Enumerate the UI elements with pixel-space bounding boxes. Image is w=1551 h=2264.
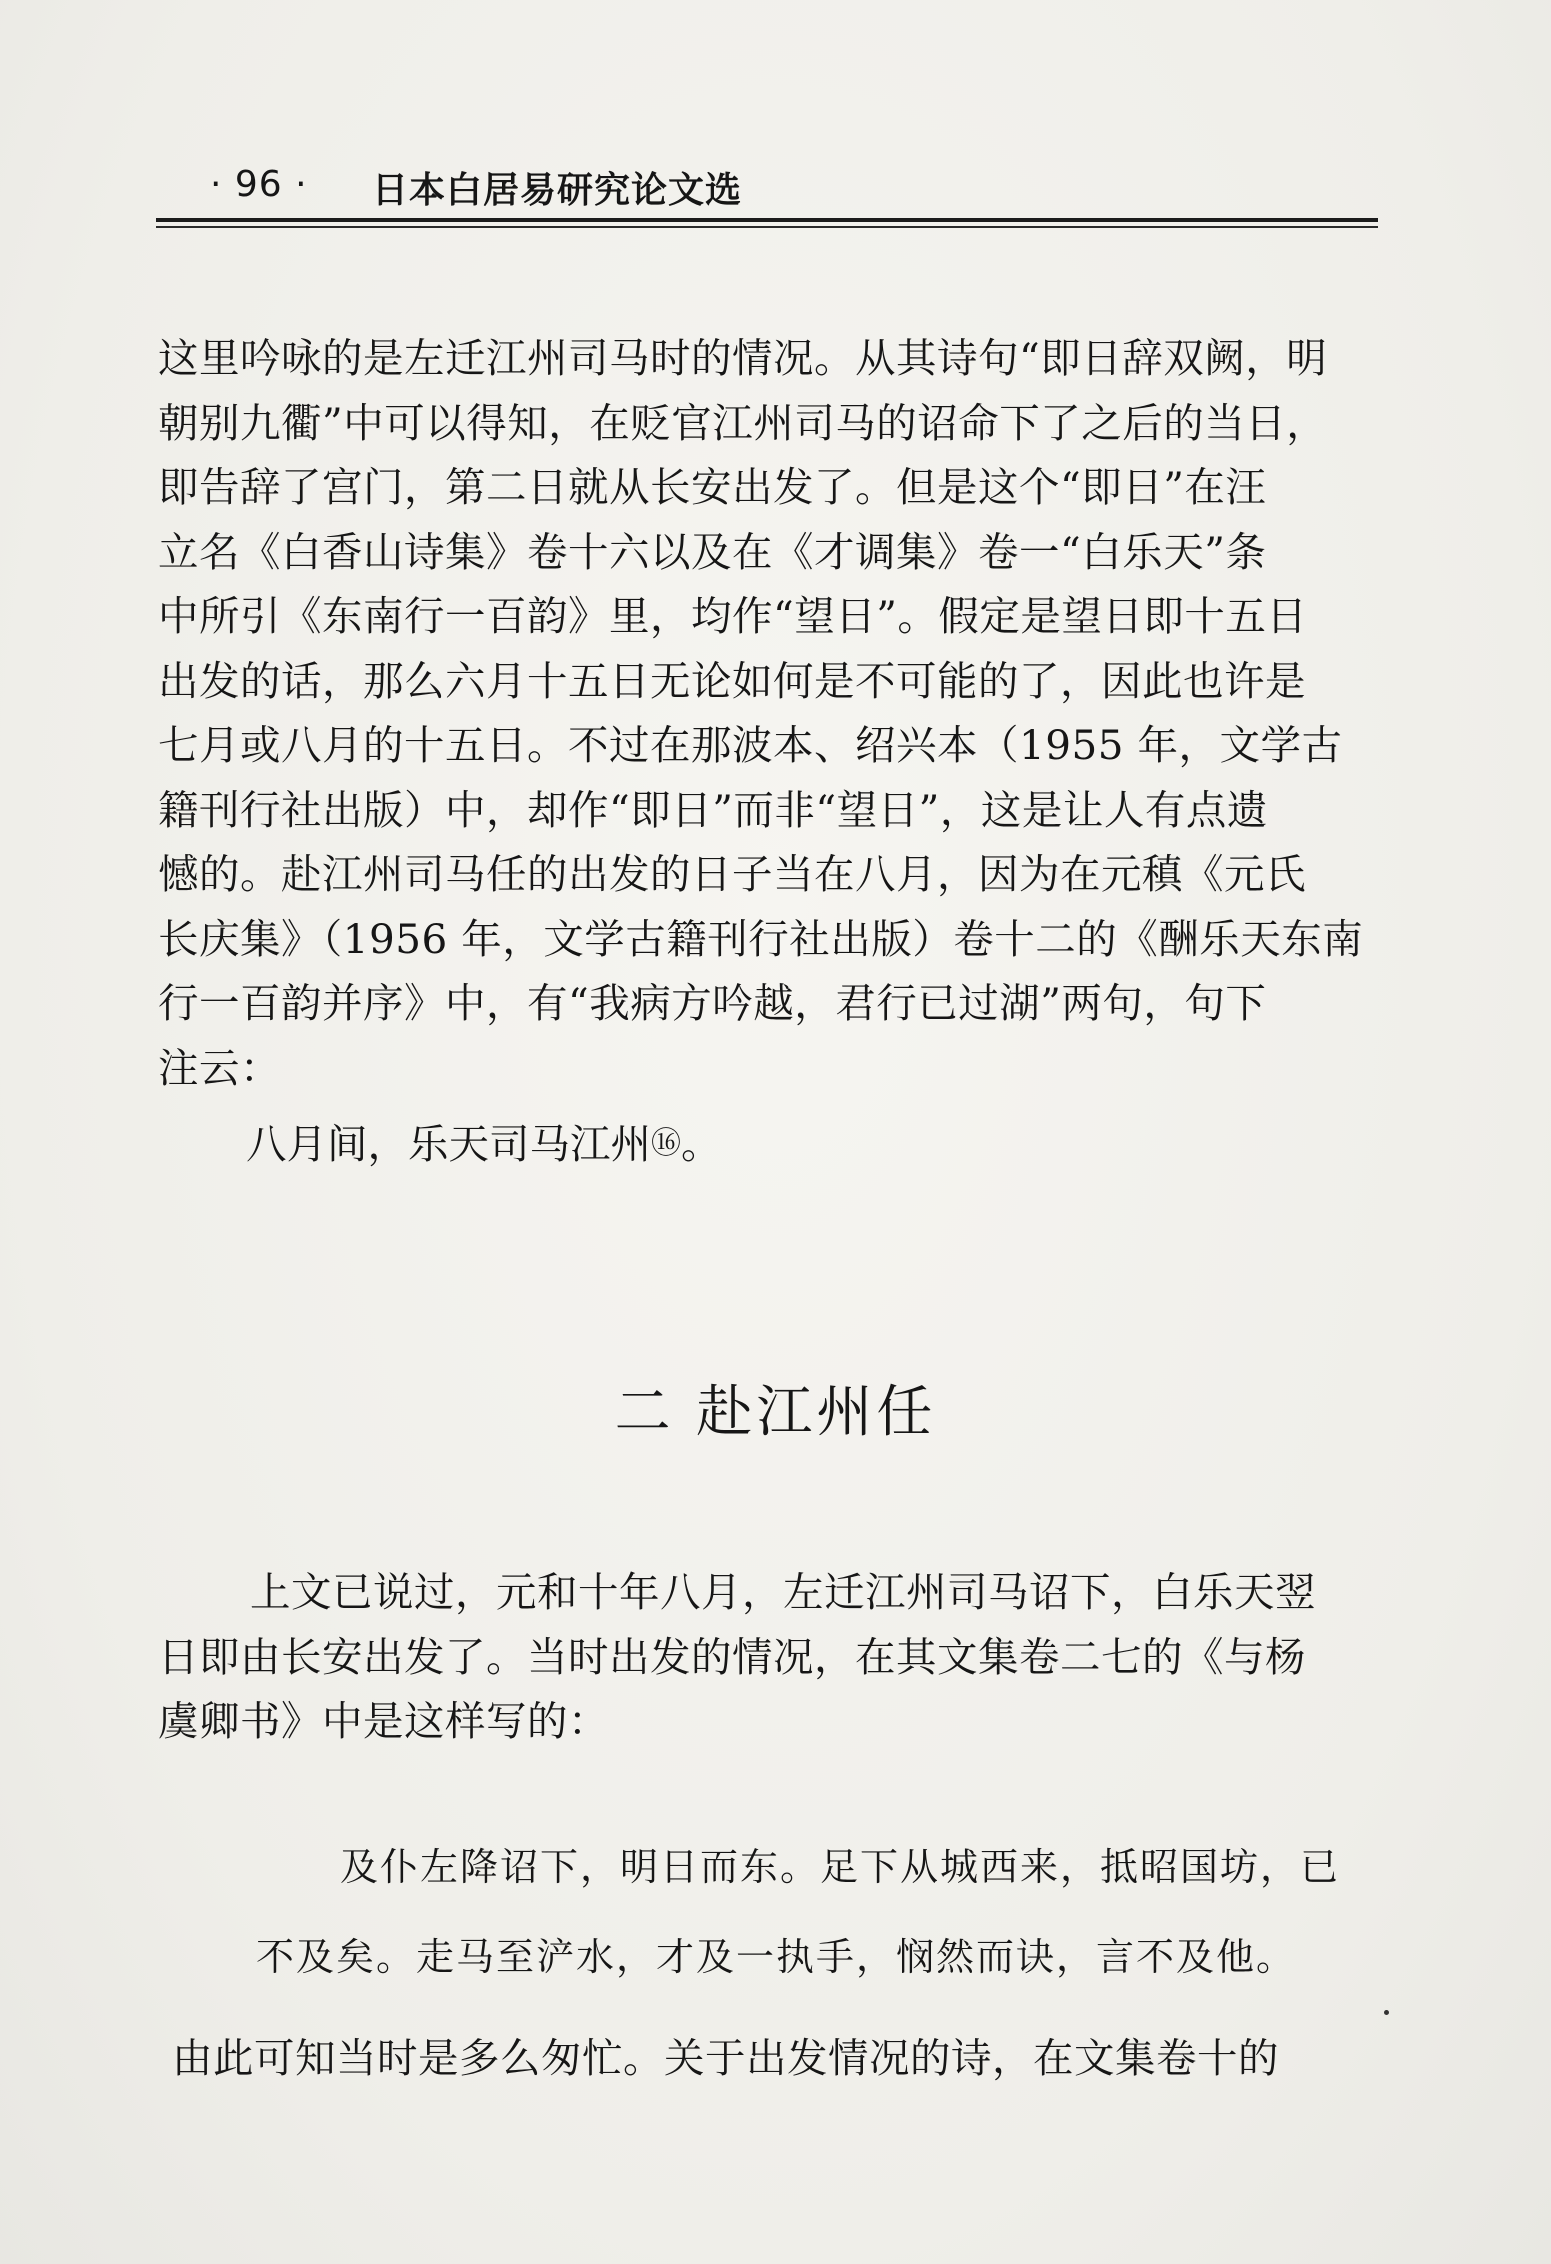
- page-header: [158, 160, 1378, 210]
- paragraph-1-line: 中所引《东南行一百韵》里，均作“望日”。假定是望日即十五日: [158, 592, 1308, 640]
- citation-end: 。: [681, 1120, 722, 1168]
- paragraph-1-line: 注云：: [158, 1043, 281, 1092]
- paragraph-2-line: 日即由长安出发了。当时出发的情况，在其文集卷二七的《与杨: [158, 1632, 1306, 1681]
- paragraph-1-line: 行一百韵并序》中，有“我病方吟越，君行已过湖”两句，句下: [158, 979, 1267, 1027]
- page-number: · 96 ·: [210, 164, 308, 205]
- paragraph-1-line: 这里吟咏的是左迁江州司马时的情况。从其诗句“即日辞双阙，明: [158, 334, 1328, 382]
- paragraph-1-line: 朝别九衢”中可以得知，在贬官江州司马的诏命下了之后的当日，: [158, 398, 1328, 447]
- paragraph-1-line: 七月或八月的十五日。不过在那波本、绍兴本（1955 年，文学古: [158, 721, 1343, 769]
- margin-dot: [1384, 2010, 1389, 2015]
- citation-line: [158, 1112, 1468, 1177]
- paragraph-1: [158, 326, 1380, 1100]
- citation-text: 八月间，乐天司马江州: [246, 1120, 651, 1168]
- header-rule-thin: [156, 226, 1378, 228]
- quote-line: 及仆左降诏下，明日而东。足下从城西来，抵昭国坊，已: [340, 1845, 1341, 1889]
- paragraph-2-line: 虞卿书》中是这样写的：: [158, 1697, 609, 1745]
- paragraph-1-line: 长庆集》（1956 年，文学古籍刊行社出版）卷十二的《酬乐天东南: [158, 914, 1364, 963]
- footnote-mark[interactable]: ⑯: [651, 1126, 681, 1161]
- paragraph-2-line: 上文已说过，元和十年八月，左迁江州司马诏下，白乐天翌: [250, 1568, 1316, 1616]
- paragraph-1-line: 即告辞了宫门，第二日就从长安出发了。但是这个“即日”在汪: [158, 463, 1267, 511]
- running-title: 日本白居易研究论文选: [372, 170, 743, 211]
- quote-block: [256, 1822, 1378, 2002]
- paragraph-3: 由此可知当时是多么匆忙。关于出发情况的诗，在文集卷十的: [172, 2034, 1279, 2082]
- paragraph-1-line: 出发的话，那么六月十五日无论如何是不可能的了，因此也许是: [158, 656, 1306, 705]
- header-rule-thick: [156, 218, 1378, 222]
- section-heading: 二 赴江州任: [614, 1380, 937, 1445]
- paragraph-2: [158, 1560, 1380, 1754]
- quote-line: 不及矣。走马至浐水，才及一执手，悯然而诀，言不及他。: [256, 1935, 1297, 1979]
- paragraph-1-line: 籍刊行社出版）中，却作“即日”而非“望日”，这是让人有点遗: [158, 785, 1268, 834]
- paragraph-1-line: 立名《白香山诗集》卷十六以及在《才调集》卷一“白乐天”条: [158, 527, 1267, 576]
- paragraph-1-line: 憾的。赴江州司马任的出发的日子当在八月，因为在元稹《元氏: [158, 850, 1306, 898]
